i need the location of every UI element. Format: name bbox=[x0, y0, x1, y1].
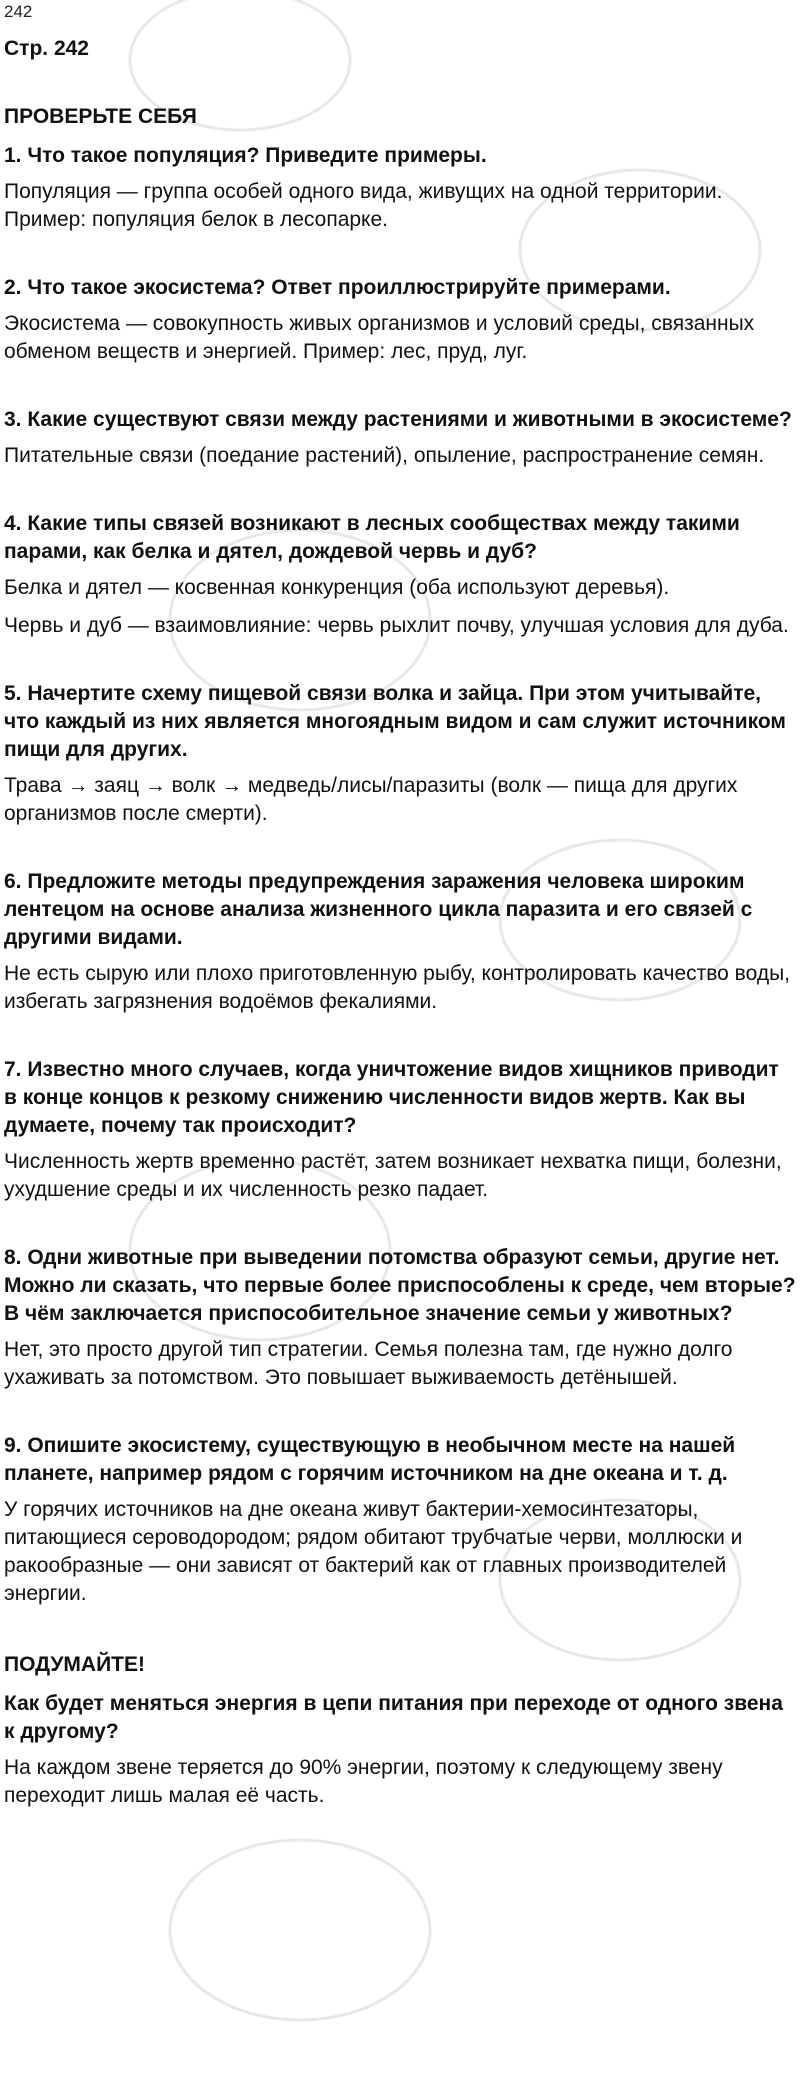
question-block-2 bbox=[4, 274, 796, 366]
think-answer: На каждом звене теряется до 90% энергии, поэтому к следующему звену переходит лишь малая её часть. bbox=[4, 1756, 723, 1807]
question-block-9 bbox=[4, 1432, 796, 1608]
think-question: Как будет меняться энергия в цепи питания при переходе от одного звена к другому? bbox=[4, 1692, 783, 1743]
question-5: 5. Начертите схему пищевой связи волка и зайца. При этом учитывайте, что каждый из них является многоядным видом и сам служит источником пищи для других. bbox=[4, 682, 786, 761]
question-3: 3. Какие существуют связи между растениями и животными в экосистеме? bbox=[4, 408, 792, 431]
answer-5: Трава → заяц → волк → медведь/лисы/паразиты (волк — пища для других организмов после смерти). bbox=[4, 774, 738, 825]
question-6: 6. Предложите методы предупреждения заражения человека широким лентецом на основе анализа жизненного цикла паразита и его связей с другими видами. bbox=[4, 870, 753, 949]
section-title-check-yourself: ПРОВЕРЬТЕ СЕБЯ bbox=[4, 105, 197, 128]
answer-4b: Червь и дуб — взаимовлияние: червь рыхлит почву, улучшая условия для дуба. bbox=[4, 614, 789, 637]
answer-6: Не есть сырую или плохо приготовленную рыбу, контролировать качество воды, избегать загрязнения водоёмов фекалиями. bbox=[4, 962, 791, 1013]
answer-1: Популяция — группа особей одного вида, живущих на одной территории. Пример: популяция белок в лесопарке. bbox=[4, 180, 723, 231]
answer-2: Экосистема — совокупность живых организмов и условий среды, связанных обменом веществ и энергией. Пример: лес, пруд, луг. bbox=[4, 312, 755, 363]
question-block-1 bbox=[4, 142, 796, 234]
question-block-5 bbox=[4, 680, 796, 828]
question-4: 4. Какие типы связей возникают в лесных сообществах между такими парами, как белка и дятел, дождевой червь и дуб? bbox=[4, 512, 740, 563]
question-block-7 bbox=[4, 1056, 796, 1204]
page-number: 242 bbox=[4, 2, 33, 21]
question-1: 1. Что такое популяция? Приведите примеры. bbox=[4, 144, 487, 167]
question-block-8 bbox=[4, 1244, 796, 1392]
question-block-4 bbox=[4, 510, 796, 640]
answer-3: Питательные связи (поедание растений), опыление, распространение семян. bbox=[4, 444, 765, 467]
question-9: 9. Опишите экосистему, существующую в необычном месте на нашей планете, например рядом с горячим источником на дне океана и т. д. bbox=[4, 1434, 736, 1485]
answer-7: Численность жертв временно растёт, затем возникает нехватка пищи, болезни, ухудшение среды и их численность резко падает. bbox=[4, 1150, 782, 1201]
answer-4a: Белка и дятел — косвенная конкуренция (оба используют деревья). bbox=[4, 576, 670, 599]
question-block-6 bbox=[4, 868, 796, 1016]
question-7: 7. Известно много случаев, когда уничтожение видов хищников приводит в конце концов к резкому снижению численности видов жертв. Как вы думаете, почему так происходит? bbox=[4, 1058, 779, 1137]
answer-8: Нет, это просто другой тип стратегии. Семья полезна там, где нужно долго ухаживать за потомством. Это повышает выживаемость детёнышей. bbox=[4, 1338, 733, 1389]
page-reference: Стр. 242 bbox=[4, 37, 89, 60]
think-block bbox=[4, 1690, 796, 1810]
question-8: 8. Одни животные при выведении потомства образуют семьи, другие нет. Можно ли сказать, что первые более приспособлены к среде, чем вторые? В чём заключается приспособительное значение семьи у животных? bbox=[4, 1246, 796, 1325]
question-2: 2. Что такое экосистема? Ответ проиллюстрируйте примерами. bbox=[4, 276, 671, 299]
section-title-think: ПОДУМАЙТЕ! bbox=[4, 1653, 146, 1676]
answer-9: У горячих источников на дне океана живут бактерии-хемосинтезаторы, питающиеся сероводородом; рядом обитают трубчатые черви, моллюски и ракообразные — они зависят от бактерий как от главных производителей энергии. bbox=[4, 1498, 743, 1605]
question-block-3 bbox=[4, 406, 796, 470]
